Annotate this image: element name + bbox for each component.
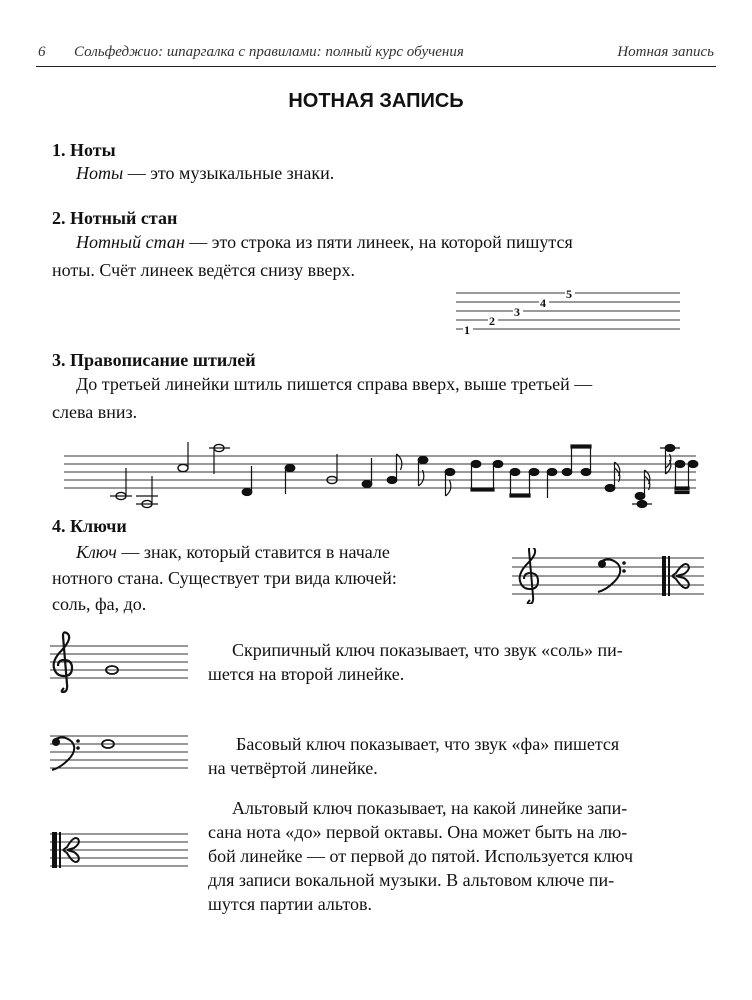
chapter-title: Нотная запись [617, 44, 714, 60]
numbered-staff-figure [448, 282, 688, 338]
alto-clef-text-line4: для записи вокальной музыки. В альтовом ключе пи- [208, 870, 615, 890]
section-heading-clefs: 4. Ключи [52, 516, 127, 536]
treble-clef-text-line1: Скрипичный ключ показывает, что звук «соль» пи- [232, 640, 623, 660]
treble-clef-staff [46, 630, 192, 696]
bass-clef-text-line2: на четвёртой линейке. [208, 758, 378, 778]
term: Нотный стан [76, 232, 185, 252]
term: Ключ [76, 542, 117, 562]
section-stems-line1: До третьей линейки штиль пишется справа вверх, выше третьей — [76, 374, 593, 394]
term: Ноты [76, 163, 124, 183]
staff-number: 2 [489, 314, 495, 328]
bass-clef-icon [52, 737, 80, 770]
section-stems-line2: слева вниз. [52, 402, 138, 422]
alto-clef-text-line2: сана нота «до» первой октавы. Она может быть на лю- [208, 822, 628, 842]
section-clefs-line3: соль, фа, до. [52, 594, 147, 614]
alto-clef-staff [46, 822, 192, 882]
page-title: НОТНАЯ ЗАПИСЬ [288, 90, 464, 112]
header-rule [36, 66, 716, 67]
section-heading-notes: 1. Ноты [52, 140, 116, 160]
bass-clef-staff [46, 724, 192, 780]
section-clefs-line2: нотного стана. Существует три вида ключей: [52, 568, 397, 588]
treble-clef-text-line2: шется на второй линейке. [208, 664, 405, 684]
staff-number: 3 [514, 305, 520, 319]
alto-clef-text-line1: Альтовый ключ показывает, на какой линейке запи- [232, 798, 628, 818]
stems-example-staff [60, 440, 700, 512]
staff-number: 1 [464, 323, 470, 337]
alto-clef-text-line3: бой линейке — от первой до пятой. Используется ключ [208, 846, 633, 866]
page-number: 6 [38, 44, 46, 60]
section-clefs-line1: Ключ — знак, который ставится в начале [76, 542, 390, 562]
section-heading-staff: 2. Нотный стан [52, 208, 178, 228]
section-staff-line2: ноты. Счёт линеек ведётся снизу вверх. [52, 260, 356, 280]
staff-number: 4 [540, 296, 546, 310]
staff-number: 5 [566, 287, 572, 301]
section-staff-line1: Нотный стан — это строка из пяти линеек, на которой пишутся [76, 232, 573, 252]
alto-clef-text-line5: шутся партии альтов. [208, 894, 373, 914]
section-heading-stems: 3. Правописание штилей [52, 350, 256, 370]
book-title: Сольфеджио: шпаргалка с правилами: полный курс обучения [74, 44, 464, 60]
three-clefs-staff [508, 548, 708, 604]
section-notes-text: Ноты — это музыкальные знаки. [76, 163, 335, 183]
bass-clef-text-line1: Басовый ключ показывает, что звук «фа» пишется [236, 734, 620, 754]
